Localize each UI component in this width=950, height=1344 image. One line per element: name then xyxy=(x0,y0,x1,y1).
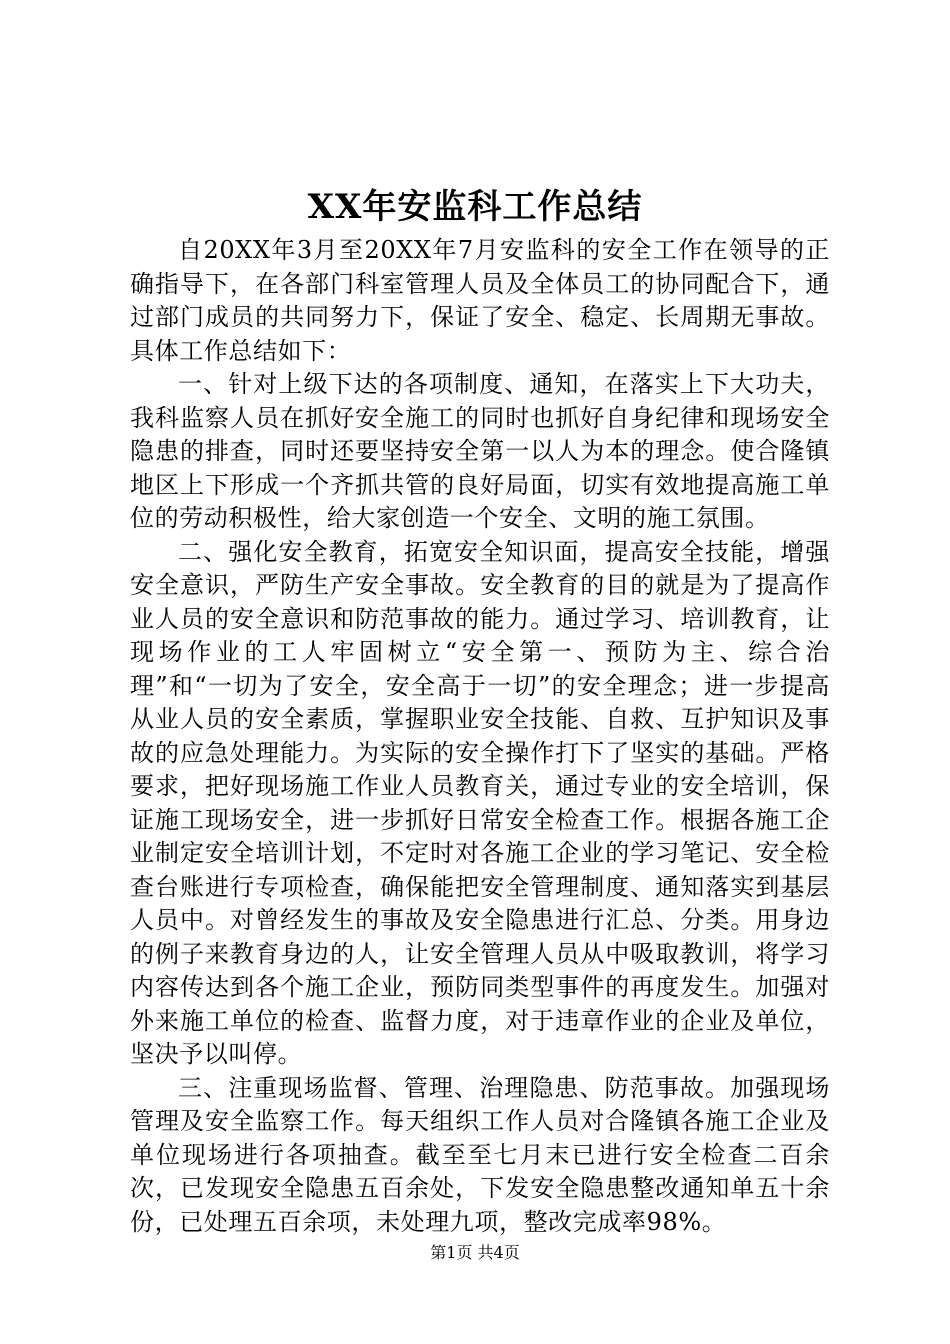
page-number-footer: 第1页 共4页 xyxy=(430,1243,520,1262)
paragraph-section-3: 三、注重现场监督、管理、治理隐患、防范事故。加强现场管理及安全监察工作。每天组织工作人员对合隆镇各施工企业及单位现场进行各项抽查。截至至七月末已进行安全检查二百余次，已发现安全隐患五百余处，下发安全隐患整改通知单五十余份，已处理五百余项，未处理九项，整改完成率98%。 xyxy=(130,1073,830,1236)
document-body xyxy=(130,234,830,1239)
document-title: XX年安监科工作总结 xyxy=(307,187,643,227)
paragraph-section-1: 一、针对上级下达的各项制度、通知，在落实上下大功夫，我科监察人员在抓好安全施工的同时也抓好自身纪律和现场安全隐患的排查，同时还要坚持安全第一以人为本的理念。使合隆镇地区上下形成一个齐抓共管的良好局面，切实有效地提高施工单位的劳动积极性，给大家创造一个安全、文明的施工氛围。 xyxy=(130,370,830,532)
paragraph-intro: 自20XX年3月至20XX年7月安监科的安全工作在领导的正确指导下，在各部门科室管理人员及全体员工的协同配合下，通过部门成员的共同努力下，保证了安全、稳定、长周期无事故。具体工作总结如下： xyxy=(130,236,830,365)
paragraph-section-2: 二、强化安全教育，拓宽安全知识面，提高安全技能，增强安全意识，严防生产安全事故。安全教育的目的就是为了提高作业人员的安全意识和防范事故的能力。通过学习、培训教育，让现场作业的工人牢固树立“安全第一、预防为主、综合治理”和“一切为了安全，安全高于一切”的安全理念；进一步提高从业人员的安全素质，掌握职业安全技能、自救、互护知识及事故的应急处理能力。为实际的安全操作打下了坚实的基础。严格要求，把好现场施工作业人员教育关，通过专业的安全培训，保证施工现场安全，进一步抓好日常安全检查工作。根据各施工企业制定安全培训计划，不定时对各施工企业的学习笔记、安全检查台账进行专项检查，确保能把安全管理制度、通知落实到基层人员中。对曾经发生的事故及安全隐患进行汇总、分类。用身边的例子来教育身边的人，让安全管理人员从中吸取教训，将学习内容传达到各个施工企业，预防同类型事件的再度发生。加强对外来施工单位的检查、监督力度，对于违章作业的企业及单位，坚决予以叫停。 xyxy=(130,537,830,1068)
